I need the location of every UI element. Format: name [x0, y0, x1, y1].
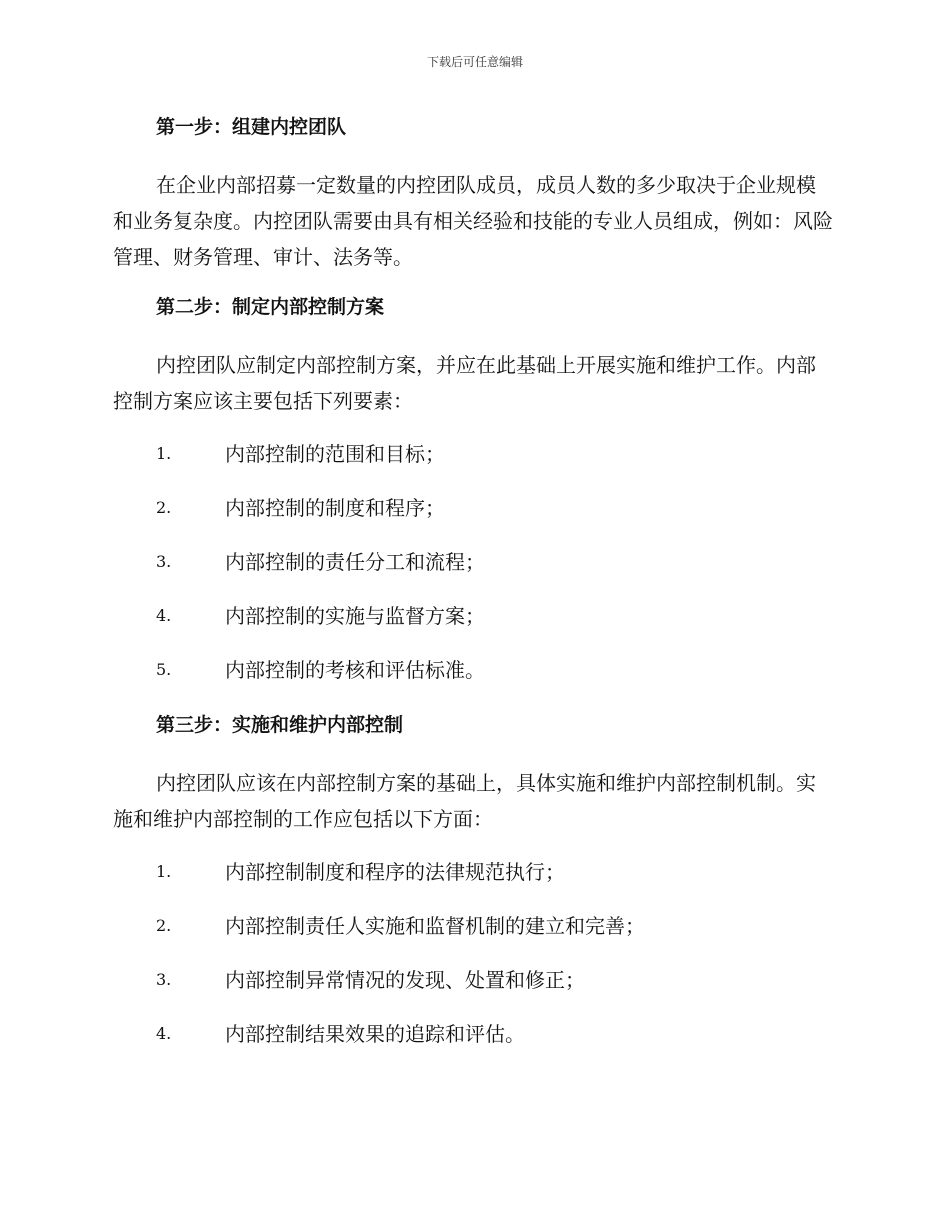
numbered-list: [113, 854, 833, 1052]
section-heading: 第三步：实施和维护内部控制: [156, 714, 404, 736]
list-item-number: 2.: [156, 498, 172, 517]
list-item-text: 内部控制的考核和评估标准。: [225, 658, 485, 682]
list-item-number: 1.: [156, 862, 172, 881]
list-item-text: 内部控制结果效果的追踪和评估。: [225, 1022, 525, 1046]
list-item: [113, 436, 833, 472]
page-header: 下载后可任意编辑: [426, 55, 523, 69]
list-item-text: 内部控制的范围和目标；: [225, 442, 445, 466]
list-item-number: 1.: [156, 444, 172, 463]
section-paragraph: 内控团队应制定内部控制方案，并应在此基础上开展实施和维护工作。内部控制方案应该主要包括下列要素：: [113, 353, 816, 413]
list-item-number: 3.: [156, 552, 172, 571]
list-item-text: 内部控制的实施与监督方案；: [225, 604, 485, 628]
list-item-number: 2.: [156, 916, 172, 935]
list-item: [113, 652, 833, 688]
section-heading: 第二步：制定内部控制方案: [156, 296, 385, 318]
list-item-text: 内部控制责任人实施和监督机制的建立和完善；: [225, 914, 645, 938]
list-item-number: 4.: [156, 1024, 172, 1043]
list-item: [113, 908, 833, 944]
section-paragraph: 在企业内部招募一定数量的内控团队成员，成员人数的多少取决于企业规模和业务复杂度。内控团队需要由具有相关经验和技能的专业人员组成，例如：风险管理、财务管理、审计、法务等。: [113, 173, 833, 269]
list-item-number: 5.: [156, 660, 172, 679]
list-item-number: 4.: [156, 606, 172, 625]
list-item: [113, 544, 833, 580]
list-item-number: 3.: [156, 970, 172, 989]
document-body: [113, 112, 833, 1074]
list-item: [113, 962, 833, 998]
list-item-text: 内部控制的制度和程序；: [225, 496, 445, 520]
list-item-text: 内部控制异常情况的发现、处置和修正；: [225, 968, 585, 992]
list-item: [113, 598, 833, 634]
list-item-text: 内部控制的责任分工和流程；: [225, 550, 485, 574]
list-item: [113, 1016, 833, 1052]
section-heading: 第一步：组建内控团队: [156, 116, 347, 138]
section-paragraph: 内控团队应该在内部控制方案的基础上，具体实施和维护内部控制机制。实施和维护内部控制的工作应包括以下方面：: [113, 771, 816, 831]
list-item: [113, 490, 833, 526]
list-item-text: 内部控制制度和程序的法律规范执行；: [225, 860, 565, 884]
numbered-list: [113, 436, 833, 688]
list-item: [113, 854, 833, 890]
